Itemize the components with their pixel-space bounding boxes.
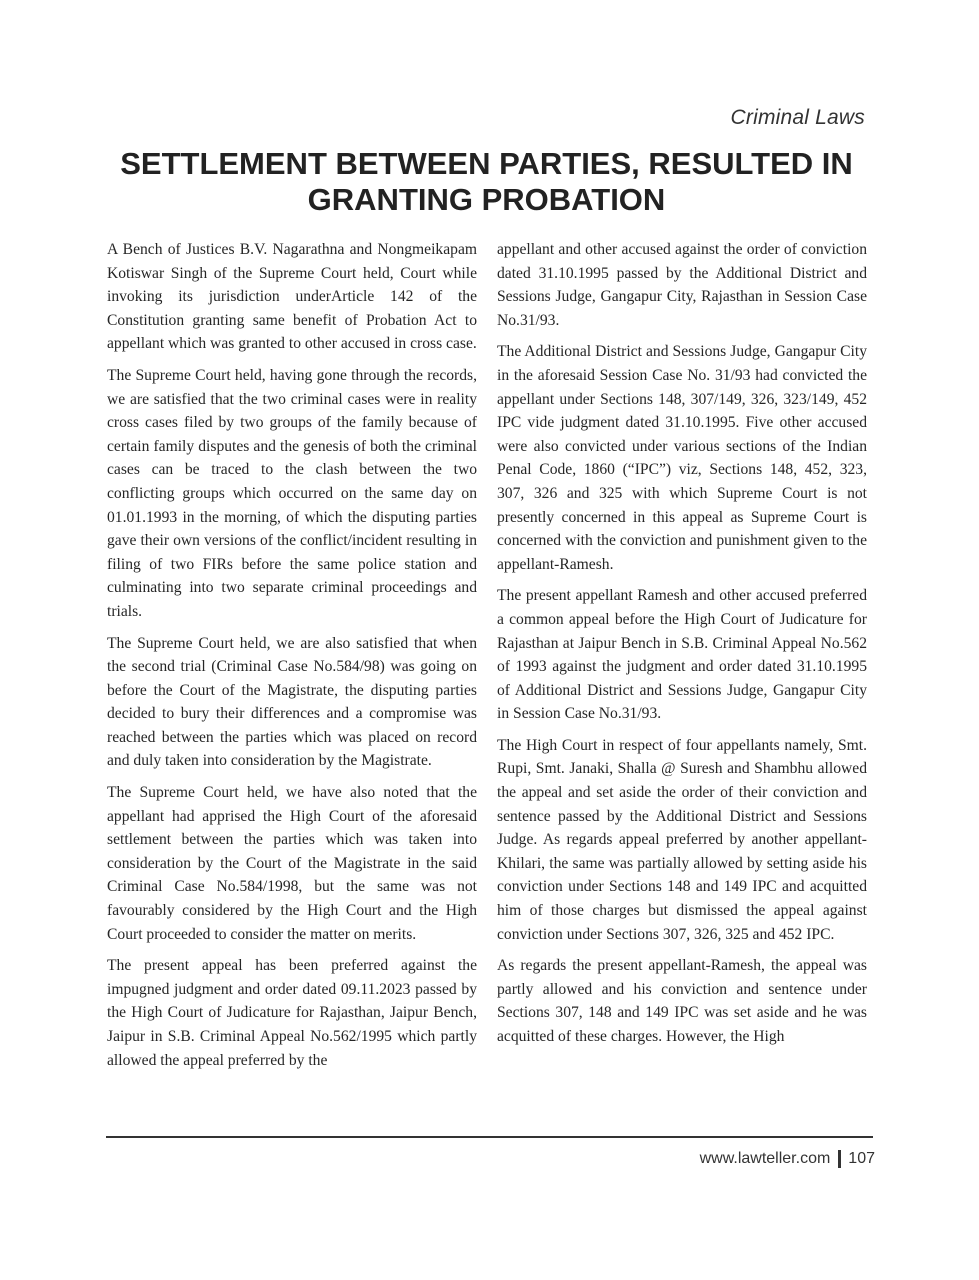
paragraph: The Additional District and Sessions Judge, Gangapur City in the aforesaid Session Case No. 31/93 had convicted the appellant under Sections 148, 307/149, 326, 323/149, 452 IPC vide judgment dated 31.10.1995. Five other accused were also convicted under various sections of the Indian Penal Code, 1860 (“IPC”) viz, Sections 148, 452, 323, 307, 326 and 325 with which Supreme Court is not presently concerned in this appeal as Supreme Court is concerned with the conviction and punishment given to the appellant-Ramesh. <box>497 343 867 573</box>
footer-divider <box>106 1136 873 1138</box>
section-tag: Criminal Laws <box>730 106 865 129</box>
article-title: SETTLEMENT BETWEEN PARTIES, RESULTED IN GRANTING PROBATION <box>120 146 853 217</box>
page-number: 107 <box>848 1150 875 1167</box>
paragraph: The Supreme Court held, having gone through the records, we are satisfied that the two criminal cases were in reality cross cases filed by two groups of the family because of certain family disputes and the genesis of both the criminal cases can be traced to the clash between the two conflicting groups which occurred on the same day on 01.01.1993 in the morning, of which the disputing parties gave their own versions of the conflict/incident resulting in filing of two FIRs before the same police station and culminating into two separate criminal proceedings and trials. <box>107 366 477 620</box>
paragraph: The High Court in respect of four appellants namely, Smt. Rupi, Smt. Janaki, Shalla @ Suresh and Shambhu allowed the appeal and set aside the order of their conviction and sentence passed by the Additional District and Sessions Judge. As regards appeal preferred by another appellant-Khilari, the same was partially allowed by setting aside his conviction under Sections 148 and 149 IPC and acquitted him of those charges but dismissed the appeal against conviction under Sections 307, 326, 325 and 452 IPC. <box>497 736 867 943</box>
paragraph: A Bench of Justices B.V. Nagarathna and Nongmeikapam Kotiswar Singh of the Supreme Court held, Court while invoking its jurisdiction underArticle 142 of the Constitution granting same benefit of Probation Act to appellant which was granted to other accused in cross case. <box>107 241 477 353</box>
paragraph: The Supreme Court held, we are also satisfied that when the second trial (Criminal Case No.584/98) was going on before the Court of the Magistrate, the disputing parties decided to bury their differences and a compromise was reached between the parties which was placed on record and duly taken into consideration by the Magistrate. <box>107 634 477 770</box>
website-link[interactable]: www.lawteller.com <box>699 1150 831 1167</box>
right-column <box>497 238 867 1057</box>
footer-separator <box>838 1150 841 1168</box>
paragraph: The Supreme Court held, we have also noted that the appellant had apprised the High Court of the aforesaid settlement between the parties which was taken into consideration by the Court of the Magistrate in the said Criminal Case No.584/1998, but the same was not favourably considered by the High Court and the High Court proceeded to consider the matter on merits. <box>107 784 477 943</box>
paragraph: As regards the present appellant-Ramesh, the appeal was partly allowed and his conviction and sentence under Sections 307, 148 and 149 IPC was set aside and he was acquitted of these charges. However, the High <box>497 957 867 1045</box>
paragraph: The present appeal has been preferred against the impugned judgment and order dated 09.11.2023 passed by the High Court of Judicature for Rajasthan, Jaipur Bench, Jaipur in S.B. Criminal Appeal No.562/1995 which partly allowed the appeal preferred by the <box>107 957 477 1069</box>
left-column <box>107 238 477 1080</box>
paragraph: appellant and other accused against the order of conviction dated 31.10.1995 passed by the Additional District and Sessions Judge, Gangapur City, Rajasthan in Session Case No.31/93. <box>497 241 867 329</box>
page-footer <box>700 1150 875 1168</box>
paragraph: The present appellant Ramesh and other accused preferred a common appeal before the High Court of Judicature for Rajasthan at Jaipur Bench in S.B. Criminal Appeal No.562 of 1993 against the judgment and order dated 31.10.1995 of Additional District and Sessions Judge, Gangapur City in Session Case No.31/93. <box>497 587 867 723</box>
